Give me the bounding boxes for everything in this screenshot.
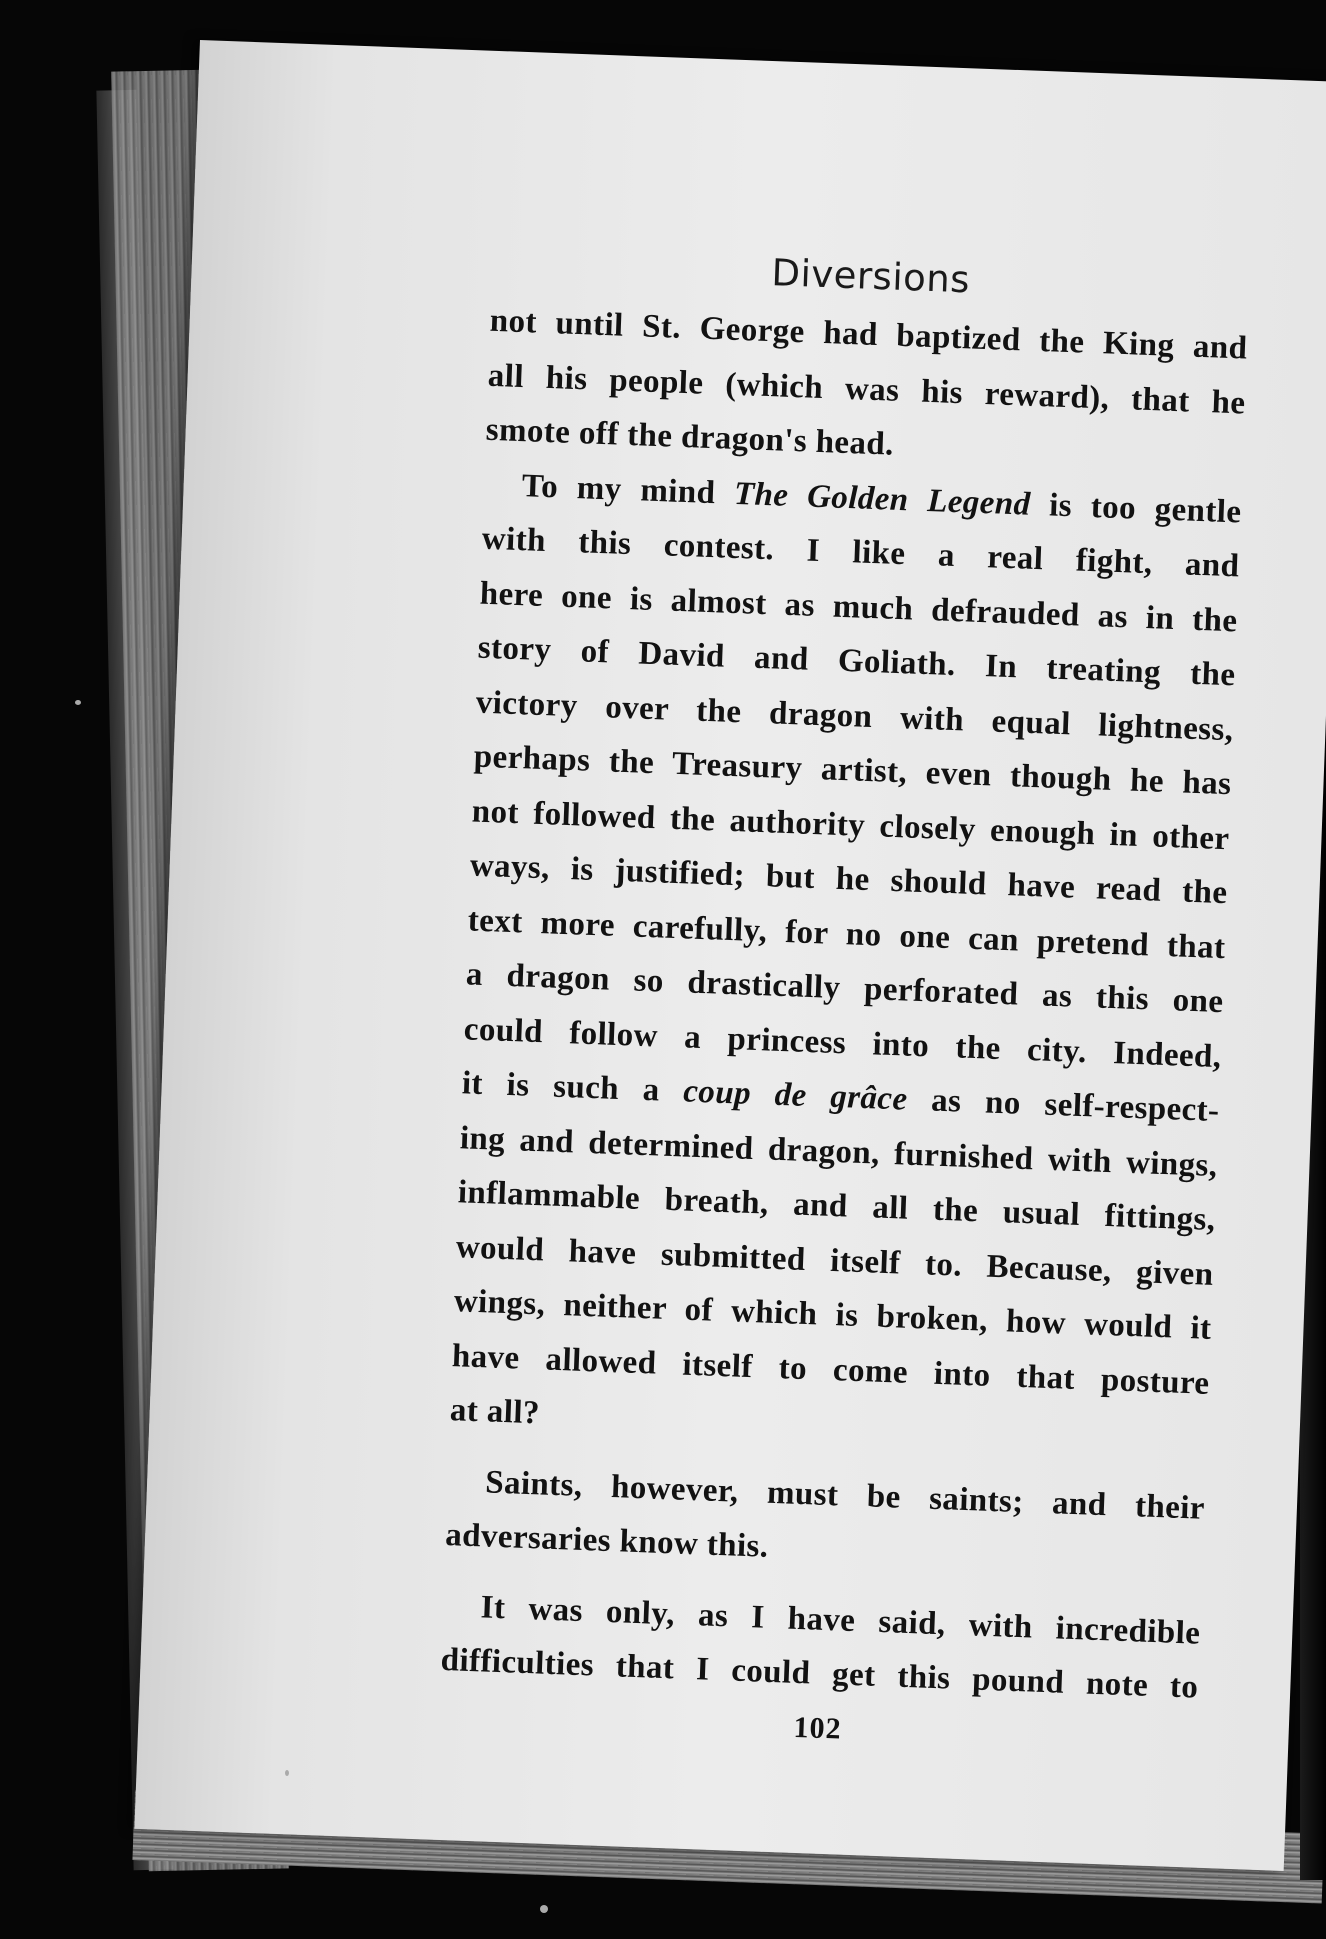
text-line: story of David and Goliath. In treating the [477, 629, 1237, 694]
text-line: a dragon so drastically perforated as this one [465, 956, 1225, 1021]
text-line-with-italic: it is such a coup de grâce as no self-respect- [461, 1065, 1221, 1130]
text-line: at all? [449, 1392, 541, 1432]
text-line: victory over the dragon with equal lightness, [475, 684, 1235, 748]
text-line: ing and determined dragon, furnished with wings, [459, 1119, 1219, 1184]
body-text [440, 294, 1249, 1715]
running-head: Diversions [770, 251, 971, 302]
book-title-italic: The Golden Legend [733, 475, 1032, 523]
text-line: all his people (which was his reward), that he [487, 357, 1247, 422]
text-line: with this contest. I like a real fight, and [481, 520, 1241, 585]
text-line: It was only, as I have said, with incredible [480, 1588, 1201, 1652]
phrase-italic: coup de grâce [682, 1073, 909, 1118]
text-line: not until St. George had baptized the King and [489, 302, 1249, 367]
text-line: Saints, however, must be saints; and their [484, 1463, 1206, 1527]
text-line: perhaps the Treasury artist, even though he has [473, 738, 1233, 803]
text-line: here one is almost as much defrauded as in the [479, 575, 1239, 639]
text-line: text more carefully, for no one can pretend that [467, 901, 1227, 966]
book-page [134, 40, 1326, 1871]
text-line: ways, is justified; but he should have read the [469, 847, 1229, 912]
text-line: could follow a princess into the city. Indeed, [463, 1010, 1223, 1075]
text-line-with-italic: To my mind The Golden Legend is too gentle [521, 467, 1243, 530]
scan-speck [75, 700, 81, 705]
text-line: inflammable breath, and all the usual fittings, [457, 1174, 1217, 1238]
text-line: not followed the authority closely enough in other [471, 792, 1231, 857]
text-line: would have submitted itself to. Because, given [455, 1228, 1215, 1293]
page-content [438, 241, 1250, 1759]
text-line: difficulties that I could get this pound note to [440, 1641, 1199, 1706]
text-line: have allowed itself to come into that posture [451, 1337, 1211, 1402]
text-line: smote off the dragon's head. [485, 411, 895, 463]
text-line: wings, neither of which is broken, how would it [453, 1283, 1213, 1347]
scan-speck [540, 1905, 548, 1913]
text-line: adversaries know this. [444, 1517, 770, 1565]
scan-speck [285, 1770, 289, 1776]
page-number: 102 [792, 1710, 843, 1746]
